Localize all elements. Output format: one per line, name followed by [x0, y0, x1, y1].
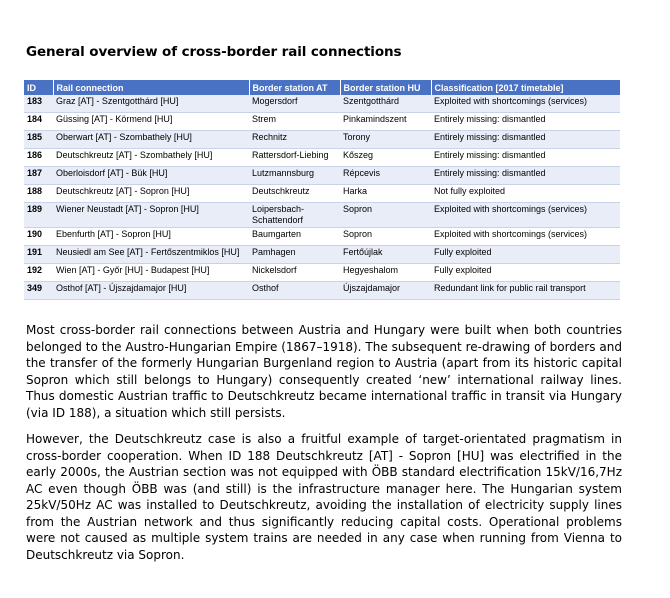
cell-border-station-at: Lutzmannsburg [249, 167, 340, 185]
table-row [24, 282, 620, 300]
cell-border-station-hu: Kőszeg [340, 149, 431, 167]
table-header-row [24, 80, 620, 95]
table-row [24, 113, 620, 131]
cell-id: 349 [24, 282, 53, 300]
cell-id: 183 [24, 95, 53, 113]
cell-id: 185 [24, 131, 53, 149]
cell-border-station-at: Nickelsdorf [249, 264, 340, 282]
table-row [24, 167, 620, 185]
paragraph-1: Most cross-border rail connections between Austria and Hungary were built when both countries belonged to the Austro-Hungarian Empire (1867–1918). The subsequent re-drawing of borders and the transfer of the formerly Hungarian Burgenland region to Austria (apart from its historic capital Sopron which still belongs to Hungary) consequently created ‘new’ international railway lines. Thus domestic Austrian traffic to Deutschkreutz became international traffic in transit via Hungary (via ID 188), a situation which still persists. [26, 323, 622, 420]
cell-rail-connection: Osthof [AT] - Újszajdamajor [HU] [53, 282, 249, 300]
cell-border-station-hu: Pinkamindszent [340, 113, 431, 131]
table-row [24, 228, 620, 246]
cell-rail-connection: Oberloisdorf [AT] - Bük [HU] [53, 167, 249, 185]
cell-border-station-hu: Sopron [340, 228, 431, 246]
cell-border-station-hu: Harka [340, 185, 431, 203]
table-row [24, 95, 620, 113]
cell-rail-connection: Graz [AT] - Szentgotthárd [HU] [53, 95, 249, 113]
cell-rail-connection: Neusiedl am See [AT] - Fertőszentmiklos [HU] [53, 246, 249, 264]
table-row [24, 131, 620, 149]
cell-border-station-at: Pamhagen [249, 246, 340, 264]
cell-border-station-at: Osthof [249, 282, 340, 300]
cell-border-station-at: Mogersdorf [249, 95, 340, 113]
table-body [24, 95, 620, 300]
cell-id: 188 [24, 185, 53, 203]
cell-classification: Exploited with shortcomings (services) [431, 228, 620, 246]
cell-id: 189 [24, 203, 53, 228]
cell-classification: Fully exploited [431, 264, 620, 282]
cell-classification: Fully exploited [431, 246, 620, 264]
cell-rail-connection: Wiener Neustadt [AT] - Sopron [HU] [53, 203, 249, 228]
cell-border-station-hu: Torony [340, 131, 431, 149]
body-text [26, 322, 622, 573]
cell-border-station-hu: Szentgotthárd [340, 95, 431, 113]
cell-border-station-at: Rattersdorf-Liebing [249, 149, 340, 167]
cell-id: 191 [24, 246, 53, 264]
header-rail-connection: Rail connection [53, 80, 249, 95]
cell-rail-connection: Deutschkreutz [AT] - Sopron [HU] [53, 185, 249, 203]
header-classification: Classification [2017 timetable] [431, 80, 620, 95]
cell-classification: Exploited with shortcomings (services) [431, 95, 620, 113]
cell-border-station-at: Loipersbach-Schattendorf [249, 203, 340, 228]
cell-id: 186 [24, 149, 53, 167]
cell-border-station-at: Rechnitz [249, 131, 340, 149]
cell-rail-connection: Oberwart [AT] - Szombathely [HU] [53, 131, 249, 149]
cell-classification: Entirely missing: dismantled [431, 131, 620, 149]
cell-border-station-at: Baumgarten [249, 228, 340, 246]
cell-classification: Entirely missing: dismantled [431, 149, 620, 167]
header-border-station-hu: Border station HU [340, 80, 431, 95]
cell-rail-connection: Güssing [AT] - Körmend [HU] [53, 113, 249, 131]
table-row [24, 246, 620, 264]
rail-connections-table [24, 80, 621, 300]
cell-classification: Entirely missing: dismantled [431, 113, 620, 131]
cell-rail-connection: Wien [AT] - Győr [HU] - Budapest [HU] [53, 264, 249, 282]
cell-border-station-hu: Sopron [340, 203, 431, 228]
paragraph-2: However, the Deutschkreutz case is also a fruitful example of target-orientated pragmatism in cross-border cooperation. When ID 188 Deutschkreutz [AT] - Sopron [HU] was electrified in the early 2000s, the Austrian section was not equipped with ÖBB standard electrification 15kV/16,7Hz AC even though ÖBB was (and still) is the infrastructure manager here. The Hungarian system 25kV/50Hz AC was installed to Deutschkreutz, avoiding the installation of electricity supply lines from the Austrian network and thus significantly reducing capital costs. Operational problems were not caused as multiple system trains are needed in any case when running from Vienna to Deutschkreutz via Sopron. [26, 432, 622, 562]
cell-border-station-hu: Fertőújlak [340, 246, 431, 264]
cell-id: 184 [24, 113, 53, 131]
page-title: General overview of cross-border rail connections [26, 44, 402, 60]
cell-id: 187 [24, 167, 53, 185]
header-id: ID [24, 80, 53, 95]
cell-classification: Exploited with shortcomings (services) [431, 203, 620, 228]
cell-border-station-hu: Hegyeshalom [340, 264, 431, 282]
cell-rail-connection: Deutschkreutz [AT] - Szombathely [HU] [53, 149, 249, 167]
table-row [24, 203, 620, 228]
cell-id: 192 [24, 264, 53, 282]
cell-border-station-at: Deutschkreutz [249, 185, 340, 203]
cell-classification: Entirely missing: dismantled [431, 167, 620, 185]
header-border-station-at: Border station AT [249, 80, 340, 95]
table-row [24, 185, 620, 203]
cell-id: 190 [24, 228, 53, 246]
cell-rail-connection: Ebenfurth [AT] - Sopron [HU] [53, 228, 249, 246]
cell-border-station-hu: Répcevis [340, 167, 431, 185]
table-row [24, 264, 620, 282]
cell-classification: Redundant link for public rail transport [431, 282, 620, 300]
table-row [24, 149, 620, 167]
cell-border-station-at: Strem [249, 113, 340, 131]
cell-border-station-hu: Újszajdamajor [340, 282, 431, 300]
cell-classification: Not fully exploited [431, 185, 620, 203]
